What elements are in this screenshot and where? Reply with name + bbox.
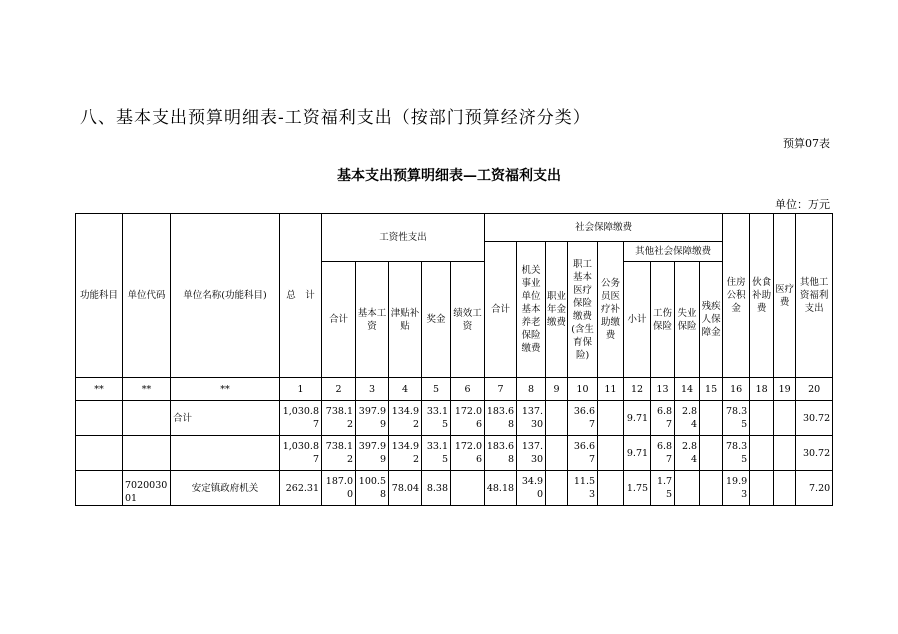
index-cell: 12 bbox=[624, 378, 651, 401]
header-housing: 住房公积金 bbox=[723, 214, 750, 378]
header-bonus: 奖金 bbox=[422, 262, 451, 378]
cell: 19.93 bbox=[723, 471, 750, 506]
header-basic-wage: 基本工资 bbox=[356, 262, 389, 378]
index-cell: 6 bbox=[451, 378, 485, 401]
cell bbox=[700, 471, 723, 506]
cell bbox=[451, 471, 485, 506]
cell: 738.12 bbox=[322, 436, 356, 471]
cell bbox=[76, 471, 123, 506]
cell: 134.92 bbox=[389, 436, 422, 471]
header-med-fee: 医疗费 bbox=[774, 214, 796, 378]
cell: 187.00 bbox=[322, 471, 356, 506]
cell bbox=[123, 436, 171, 471]
index-cell: 8 bbox=[517, 378, 546, 401]
index-cell: 5 bbox=[422, 378, 451, 401]
cell: 9.71 bbox=[624, 401, 651, 436]
cell bbox=[546, 471, 568, 506]
cell bbox=[123, 401, 171, 436]
cell: 7.20 bbox=[796, 471, 833, 506]
cell: 9.71 bbox=[624, 436, 651, 471]
index-cell: 20 bbox=[796, 378, 833, 401]
cell bbox=[700, 436, 723, 471]
cell bbox=[700, 401, 723, 436]
header-pension: 机关事业单位基本养老保险缴费 bbox=[517, 242, 546, 378]
cell bbox=[598, 401, 624, 436]
cell: 36.67 bbox=[568, 401, 598, 436]
index-cell: ** bbox=[76, 378, 123, 401]
cell: 137.30 bbox=[517, 436, 546, 471]
index-cell: 7 bbox=[485, 378, 517, 401]
index-cell: 9 bbox=[546, 378, 568, 401]
header-other-social-group: 其他社会保障缴费 bbox=[624, 242, 723, 262]
cell bbox=[750, 401, 774, 436]
form-number: 预算07表 bbox=[783, 137, 830, 150]
cell bbox=[750, 471, 774, 506]
header-social-group: 社会保障缴费 bbox=[485, 214, 723, 242]
cell: 397.99 bbox=[356, 401, 389, 436]
cell: 33.15 bbox=[422, 436, 451, 471]
cell: 6.87 bbox=[651, 436, 675, 471]
cell bbox=[76, 436, 123, 471]
index-cell: ** bbox=[171, 378, 280, 401]
header-medical: 职工基本医疗保险缴费(含生育保险) bbox=[568, 242, 598, 378]
cell: 738.12 bbox=[322, 401, 356, 436]
header-allowance: 津贴补贴 bbox=[389, 262, 422, 378]
cell: 183.68 bbox=[485, 401, 517, 436]
cell: 1.75 bbox=[651, 471, 675, 506]
cell: 134.92 bbox=[389, 401, 422, 436]
cell: 48.18 bbox=[485, 471, 517, 506]
section-title: 八、基本支出预算明细表-工资福利支出（按部门预算经济分类） bbox=[80, 108, 591, 128]
cell: 183.68 bbox=[485, 436, 517, 471]
header-unemployment: 失业保险 bbox=[675, 262, 700, 378]
cell: 78.04 bbox=[389, 471, 422, 506]
index-cell: 1 bbox=[280, 378, 322, 401]
header-total: 总 计 bbox=[280, 214, 322, 378]
cell: 172.06 bbox=[451, 436, 485, 471]
header-unit-name: 单位名称(功能科目) bbox=[171, 214, 280, 378]
cell bbox=[774, 471, 796, 506]
index-cell: 4 bbox=[389, 378, 422, 401]
cell: 6.87 bbox=[651, 401, 675, 436]
header-other-welfare: 其他工资福利支出 bbox=[796, 214, 833, 378]
cell bbox=[675, 471, 700, 506]
cell: 100.58 bbox=[356, 471, 389, 506]
index-cell: 15 bbox=[700, 378, 723, 401]
cell: 8.38 bbox=[422, 471, 451, 506]
cell: 36.67 bbox=[568, 436, 598, 471]
cell: 78.35 bbox=[723, 436, 750, 471]
cell bbox=[598, 436, 624, 471]
cell: 172.06 bbox=[451, 401, 485, 436]
header-func-subject: 功能科目 bbox=[76, 214, 123, 378]
header-unit-code: 单位代码 bbox=[123, 214, 171, 378]
table-row bbox=[76, 436, 833, 471]
cell: 2.84 bbox=[675, 401, 700, 436]
budget-table bbox=[75, 213, 833, 506]
cell: 33.15 bbox=[422, 401, 451, 436]
index-cell: 14 bbox=[675, 378, 700, 401]
cell bbox=[750, 436, 774, 471]
index-cell: 11 bbox=[598, 378, 624, 401]
index-cell: ** bbox=[123, 378, 171, 401]
cell bbox=[76, 401, 123, 436]
index-cell: 3 bbox=[356, 378, 389, 401]
index-cell: 18 bbox=[750, 378, 774, 401]
cell: 2.84 bbox=[675, 436, 700, 471]
cell: 137.30 bbox=[517, 401, 546, 436]
header-wage-total: 合计 bbox=[322, 262, 356, 378]
table-row bbox=[76, 401, 833, 436]
header-annuity: 职业年金缴费 bbox=[546, 242, 568, 378]
cell: 397.99 bbox=[356, 436, 389, 471]
cell: 1,030.87 bbox=[280, 436, 322, 471]
header-civil-medical: 公务员医疗补助缴费 bbox=[598, 242, 624, 378]
cell: 702003001 bbox=[123, 471, 171, 506]
cell bbox=[774, 401, 796, 436]
index-cell: 13 bbox=[651, 378, 675, 401]
cell bbox=[546, 436, 568, 471]
header-wage-group: 工资性支出 bbox=[322, 214, 485, 262]
index-cell: 16 bbox=[723, 378, 750, 401]
cell bbox=[546, 401, 568, 436]
cell: 262.31 bbox=[280, 471, 322, 506]
table-title: 基本支出预算明细表—工资福利支出 bbox=[337, 168, 561, 184]
index-cell: 19 bbox=[774, 378, 796, 401]
cell: 11.53 bbox=[568, 471, 598, 506]
header-injury: 工伤保险 bbox=[651, 262, 675, 378]
cell: 30.72 bbox=[796, 401, 833, 436]
cell: 合计 bbox=[171, 401, 280, 436]
header-meal: 伙食补助费 bbox=[750, 214, 774, 378]
cell: 34.90 bbox=[517, 471, 546, 506]
cell: 30.72 bbox=[796, 436, 833, 471]
header-perf-wage: 绩效工资 bbox=[451, 262, 485, 378]
cell: 1.75 bbox=[624, 471, 651, 506]
header-disability: 残疾人保障金 bbox=[700, 262, 723, 378]
index-cell: 10 bbox=[568, 378, 598, 401]
index-row bbox=[76, 378, 833, 401]
table-row bbox=[76, 471, 833, 506]
index-cell: 2 bbox=[322, 378, 356, 401]
cell: 78.35 bbox=[723, 401, 750, 436]
cell: 安定镇政府机关 bbox=[171, 471, 280, 506]
cell: 1,030.87 bbox=[280, 401, 322, 436]
cell bbox=[171, 436, 280, 471]
header-other-subtotal: 小计 bbox=[624, 262, 651, 378]
unit-label: 单位：万元 bbox=[775, 198, 830, 211]
cell bbox=[598, 471, 624, 506]
cell bbox=[774, 436, 796, 471]
header-social-total: 合计 bbox=[485, 242, 517, 378]
